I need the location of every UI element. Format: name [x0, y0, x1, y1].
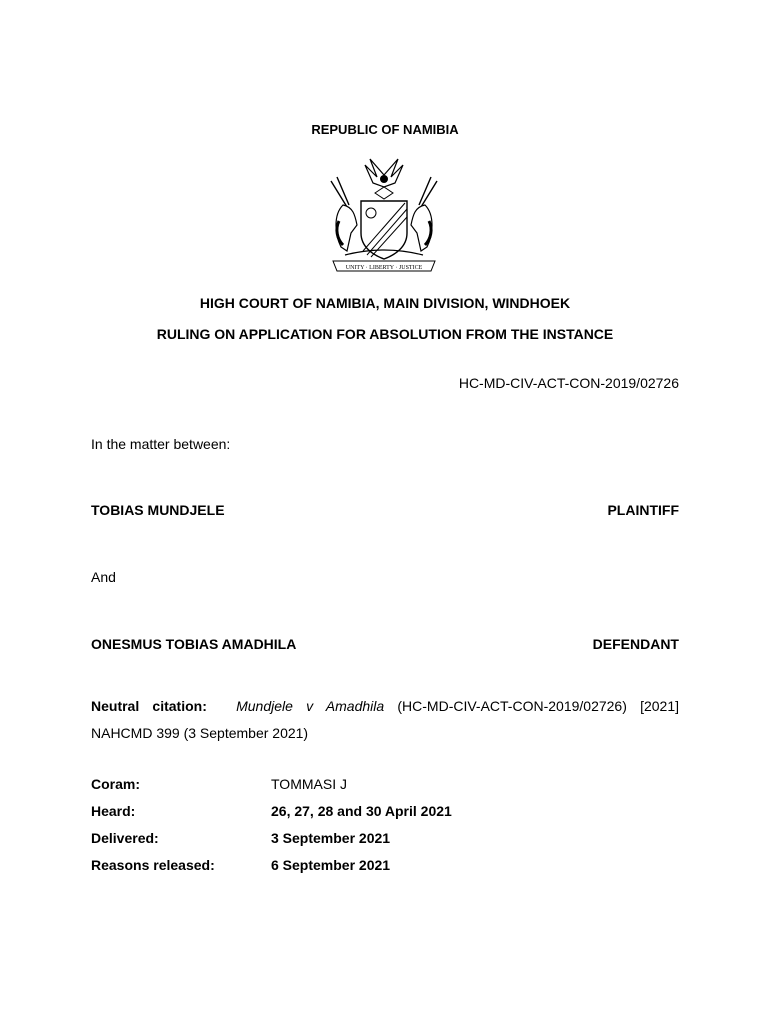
ruling-title: RULING ON APPLICATION FOR ABSOLUTION FROM THE INSTANCE	[156, 326, 614, 342]
coat-of-arms-icon	[325, 155, 443, 277]
delivered-value: 3 September 2021	[271, 830, 391, 846]
coram-label: Coram:	[91, 776, 141, 792]
court-heading: HIGH COURT OF NAMIBIA, MAIN DIVISION, WINDHOEK	[199, 295, 571, 311]
plaintiff-role: PLAINTIFF	[607, 502, 679, 518]
case-number: HC-MD-CIV-ACT-CON-2019/02726	[458, 375, 679, 391]
defendant-role: DEFENDANT	[592, 636, 679, 652]
citation-label: Neutral citation:	[91, 698, 207, 714]
coram-value: TOMMASI J	[271, 776, 347, 792]
matter-intro: In the matter between:	[91, 436, 231, 452]
plaintiff-name: TOBIAS MUNDJELE	[91, 502, 225, 518]
republic-heading: REPUBLIC OF NAMIBIA	[311, 122, 459, 137]
svg-text:UNITY · LIBERTY · JUSTICE: UNITY · LIBERTY · JUSTICE	[345, 265, 423, 271]
heard-value: 26, 27, 28 and 30 April 2021	[271, 803, 452, 819]
defendant-name: ONESMUS TOBIAS AMADHILA	[91, 636, 297, 652]
heard-label: Heard:	[91, 803, 136, 819]
reasons-released-label: Reasons released:	[91, 857, 215, 873]
conjunction-and: And	[91, 569, 116, 585]
reasons-released-value: 6 September 2021	[271, 857, 391, 873]
neutral-citation	[91, 693, 679, 747]
delivered-label: Delivered:	[91, 830, 159, 846]
citation-reference: (HC-MD-CIV-ACT-CON-2019/02726) [2021] NAHCMD 399 (3 September 2021)	[91, 698, 679, 741]
citation-case-name: Mundjele v Amadhila	[236, 698, 385, 714]
